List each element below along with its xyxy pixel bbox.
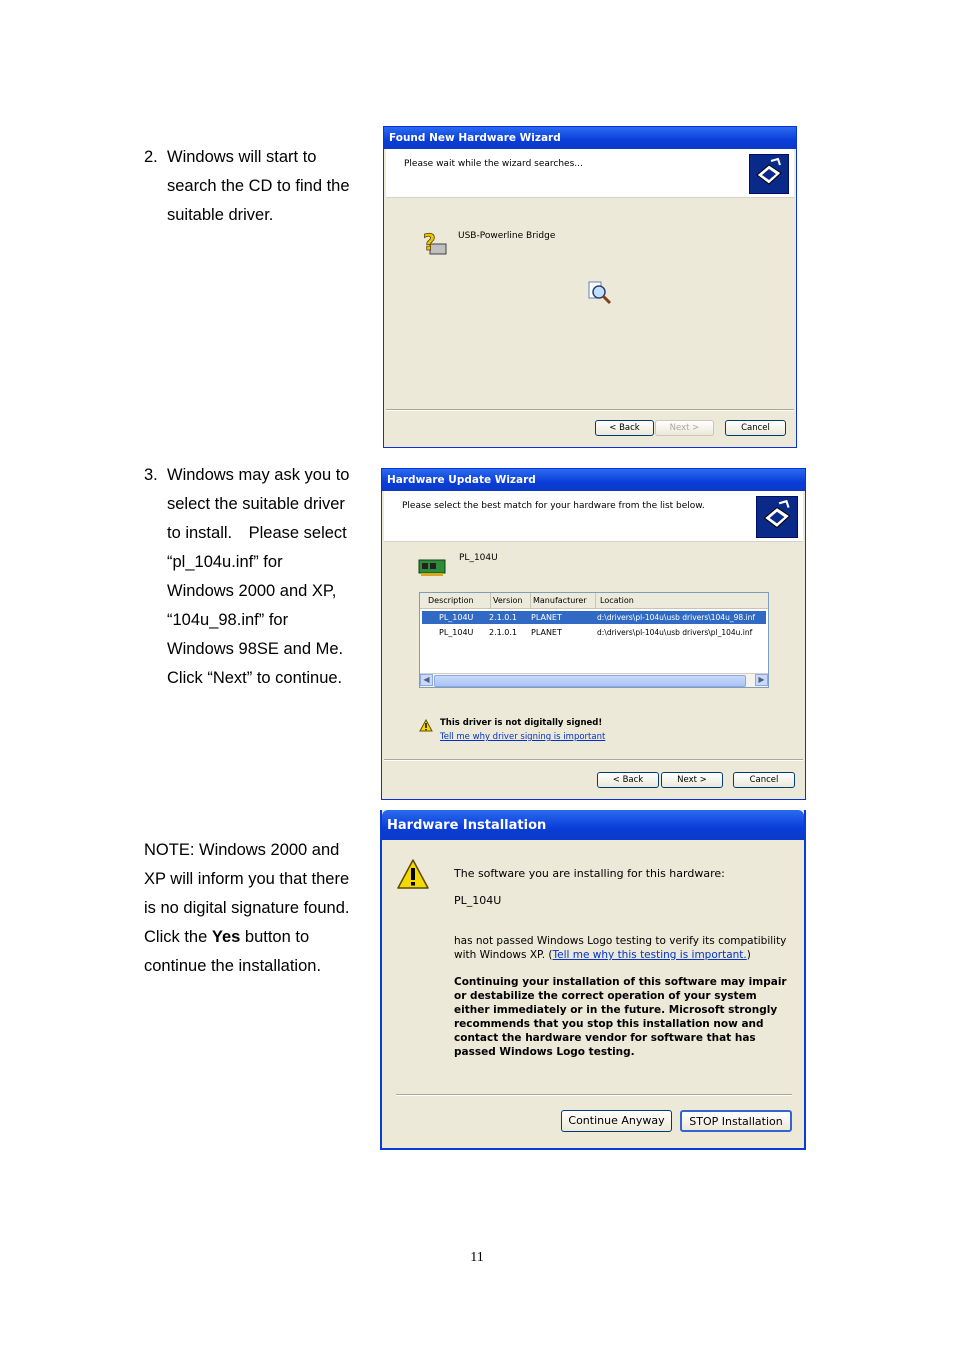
scroll-right-icon[interactable]: ▶ (755, 674, 768, 686)
logo-testing-line (454, 948, 799, 962)
wizard-header (386, 149, 794, 198)
cell-version: 2.1.0.1 (489, 613, 517, 622)
recommendation-line: contact the hardware vendor for software that has (454, 1032, 756, 1044)
note-bold-yes: Yes (211, 928, 241, 946)
svg-text:?: ? (423, 231, 436, 256)
step-line: suitable driver. (167, 206, 274, 224)
separator (396, 1094, 792, 1096)
step-number: 3. (144, 466, 158, 484)
recommendation-line: passed Windows Logo testing. (454, 1046, 635, 1058)
device-name: USB-Powerline Bridge (458, 231, 556, 241)
scroll-left-icon[interactable]: ◀ (420, 674, 433, 686)
cancel-button[interactable]: Cancel (725, 420, 786, 436)
warning-icon (396, 858, 430, 895)
note-text: Click the (144, 928, 212, 946)
recommendation-line: Continuing your installation of this software may impair (454, 976, 787, 988)
cell-version: 2.1.0.1 (489, 628, 517, 637)
driver-signing-link[interactable]: Tell me why driver signing is important (440, 732, 606, 742)
step-line: Windows 2000 and XP, (167, 582, 337, 600)
column-header-location[interactable]: Location (595, 593, 770, 608)
hardware-update-wizard (381, 468, 806, 800)
step-line: select the suitable driver (167, 495, 345, 513)
logo-testing-line: has not passed Windows Logo testing to verify its compatibility (454, 935, 787, 947)
search-animation-icon (587, 279, 613, 310)
note-line: NOTE: Windows 2000 and (144, 841, 340, 859)
hardware-wizard-icon (756, 496, 798, 538)
found-new-hardware-wizard (383, 126, 797, 448)
software-message: The software you are installing for this hardware: (454, 867, 725, 880)
note-text: button to (240, 928, 310, 946)
device-name: PL_104U (459, 553, 498, 563)
separator (386, 409, 794, 411)
logo-testing-text: with Windows XP. ( (454, 949, 553, 961)
recommendation-line: recommends that you stop this installation now and (454, 1018, 764, 1030)
recommendation-line: either immediately or in the future. Microsoft strongly (454, 1004, 778, 1016)
driver-list[interactable] (419, 592, 769, 688)
step-line: Windows will start to (167, 148, 317, 166)
unsigned-warning-text: This driver is not digitally signed! (440, 718, 603, 728)
column-header-version[interactable]: Version (490, 593, 533, 608)
window-title: Hardware Installation (382, 810, 804, 840)
back-button[interactable]: < Back (595, 420, 654, 436)
step-line: Windows may ask you to (167, 466, 350, 484)
step-3 (144, 461, 374, 693)
step-2 (144, 143, 374, 230)
cell-description: PL_104U (439, 628, 474, 637)
note-line: is no digital signature found. (144, 899, 350, 917)
cell-manufacturer: PLANET (531, 613, 562, 622)
next-button[interactable]: Next > (661, 772, 723, 788)
table-row[interactable] (422, 626, 766, 639)
window-title: Hardware Update Wizard (382, 469, 805, 491)
hardware-installation-dialog (380, 810, 806, 1150)
hardware-wizard-icon (749, 154, 789, 194)
wizard-header (384, 491, 803, 542)
question-device-icon (420, 230, 448, 263)
cell-location: d:\drivers\pl-104u\usb drivers\pl_104u.inf (597, 628, 753, 637)
wizard-message: Please select the best match for your hardware from the list below. (402, 501, 705, 511)
table-row[interactable] (422, 611, 766, 624)
wizard-message: Please wait while the wizard searches... (404, 159, 583, 169)
cell-location: d:\drivers\pl-104u\usb drivers\104u_98.inf (597, 613, 755, 622)
scroll-thumb[interactable] (434, 675, 746, 687)
note-paragraph (144, 836, 369, 981)
stop-recommendation (454, 975, 799, 1059)
step-line: “104u_98.inf” for (167, 611, 289, 629)
warning-icon (419, 719, 433, 737)
step-number: 2. (144, 148, 158, 166)
cancel-button[interactable]: Cancel (733, 772, 795, 788)
note-line: continue the installation. (144, 957, 322, 975)
note-line (144, 923, 369, 952)
separator (384, 759, 803, 761)
network-card-icon (418, 557, 446, 582)
continue-anyway-button[interactable]: Continue Anyway (561, 1110, 672, 1132)
cell-description: PL_104U (439, 613, 474, 622)
logo-testing-message (454, 934, 799, 962)
logo-testing-link[interactable]: Tell me why this testing is important. (552, 949, 747, 961)
step-line: “pl_104u.inf” for (167, 553, 283, 571)
stop-installation-button[interactable]: STOP Installation (680, 1110, 792, 1132)
cell-manufacturer: PLANET (531, 628, 562, 637)
column-header-manufacturer[interactable]: Manufacturer (530, 593, 599, 608)
step-line: Windows 98SE and Me. (167, 640, 344, 658)
device-name: PL_104U (454, 894, 502, 907)
step-line: to install. Please select (167, 524, 347, 542)
column-header-description[interactable]: Description (428, 596, 474, 605)
page-number: 11 (470, 1250, 484, 1265)
note-line: XP will inform you that there (144, 870, 350, 888)
step-line: search the CD to find the (167, 177, 350, 195)
step-line: Click “Next” to continue. (167, 669, 343, 687)
recommendation-line: or destabilize the correct operation of your system (454, 990, 757, 1002)
logo-testing-text: ) (746, 949, 751, 961)
next-button[interactable]: Next > (655, 420, 714, 436)
back-button[interactable]: < Back (597, 772, 659, 788)
list-header (420, 593, 768, 609)
window-title: Found New Hardware Wizard (384, 127, 796, 149)
horizontal-scrollbar[interactable] (420, 673, 768, 687)
